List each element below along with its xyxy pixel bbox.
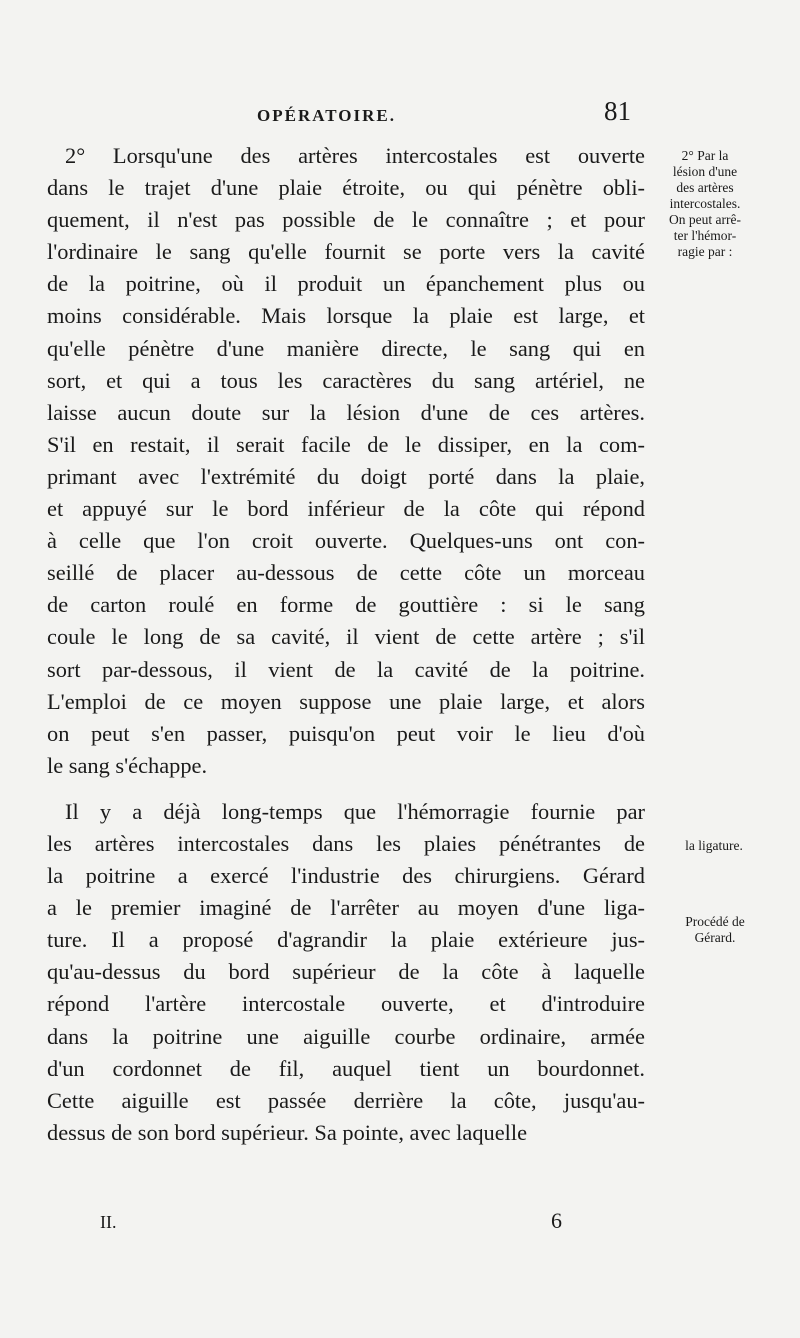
- text-line: Il y a déjà long-temps que l'hémorragie fournie par: [65, 798, 645, 824]
- margin-note-line: 2° Par la: [681, 148, 729, 163]
- margin-note-line: intercostales.: [669, 196, 741, 211]
- text-line: dans la poitrine une aiguille courbe ordinaire, armée: [47, 1023, 645, 1049]
- text-line: dessus de son bord supérieur. Sa pointe, avec laquelle: [47, 1119, 528, 1145]
- margin-note-line: Procédé de: [685, 914, 745, 929]
- sheet-number: 6: [551, 1208, 562, 1233]
- text-line: répond l'artère intercostale ouverte, et d'introduire: [47, 991, 645, 1017]
- text-line: Cette aiguille est passée derrière la côte, jusqu'au-: [47, 1087, 645, 1113]
- text-line: dans le trajet d'une plaie étroite, ou qui pénètre obli-: [47, 175, 645, 201]
- text-line: qu'elle pénètre d'une manière directe, le sang qui en: [47, 335, 645, 361]
- text-line: moins considérable. Mais lorsque la plaie est large, et: [47, 303, 645, 329]
- margin-note-gerard: [660, 914, 770, 946]
- margin-note-lesion: [655, 148, 755, 260]
- margin-note-line: On peut arrê-: [669, 212, 741, 227]
- text-line: l'ordinaire le sang qu'elle fournit se porte vers la cavité: [47, 239, 645, 265]
- text-line: à celle que l'on croit ouverte. Quelques-uns ont con-: [47, 528, 645, 554]
- text-line: 2° Lorsqu'une des artères intercostales est ouverte: [65, 143, 645, 168]
- body-text: [47, 140, 645, 1149]
- text-line: le sang s'échappe.: [47, 752, 208, 778]
- text-line: laisse aucun doute sur la lésion d'une de ces artères.: [47, 399, 645, 425]
- margin-note-line: Gérard.: [694, 930, 736, 945]
- text-line: a le premier imaginé de l'arrêter au moyen d'une liga-: [47, 895, 645, 921]
- margin-note-line: des artères: [676, 180, 734, 195]
- text-line: les artères intercostales dans les plaies pénétrantes de: [47, 830, 645, 856]
- margin-note-line: ragie par :: [677, 244, 733, 259]
- text-line: d'un cordonnet de fil, auquel tient un bourdonnet.: [47, 1055, 645, 1081]
- text-line: quement, il n'est pas possible de le connaître ; et pour: [47, 207, 645, 233]
- text-line: sort, et qui a tous les caractères du sang artériel, ne: [47, 367, 645, 393]
- text-line: ture. Il a proposé d'agrandir la plaie extérieure jus-: [47, 927, 645, 953]
- text-line: de la poitrine, où il produit un épanchement plus ou: [47, 271, 645, 297]
- margin-note-ligature: [664, 838, 764, 854]
- text-line: primant avec l'extrémité du doigt porté dans la plaie,: [47, 463, 645, 489]
- text-line: de carton roulé en forme de gouttière : si le sang: [47, 592, 645, 618]
- text-line: et appuyé sur le bord inférieur de la côte qui répond: [47, 496, 645, 522]
- text-line: on peut s'en passer, puisqu'on peut voir le lieu d'où: [47, 720, 645, 746]
- text-line: coule le long de sa cavité, il vient de cette artère ; s'il: [47, 624, 645, 650]
- text-line: seillé de placer au-dessous de cette côte un morceau: [47, 560, 645, 586]
- signature-mark: II.: [100, 1212, 117, 1232]
- text-line: la poitrine a exercé l'industrie des chirurgiens. Gérard: [47, 863, 645, 889]
- text-line: S'il en restait, il serait facile de le dissiper, en la com-: [47, 431, 645, 457]
- text-line: sort par-dessous, il vient de la cavité de la poitrine.: [47, 656, 645, 682]
- paragraph-2: [47, 796, 645, 1149]
- running-head: OPÉRATOIRE.: [257, 106, 396, 125]
- margin-note-line: la ligature.: [685, 838, 743, 853]
- text-line: L'emploi de ce moyen suppose une plaie large, et alors: [47, 688, 645, 714]
- margin-note-line: ter l'hémor-: [673, 228, 737, 243]
- paragraph-1: [47, 140, 645, 782]
- text-line: qu'au-dessus du bord supérieur de la côte à laquelle: [47, 959, 645, 985]
- margin-note-line: lésion d'une: [672, 164, 738, 179]
- page-number: 81: [604, 96, 631, 126]
